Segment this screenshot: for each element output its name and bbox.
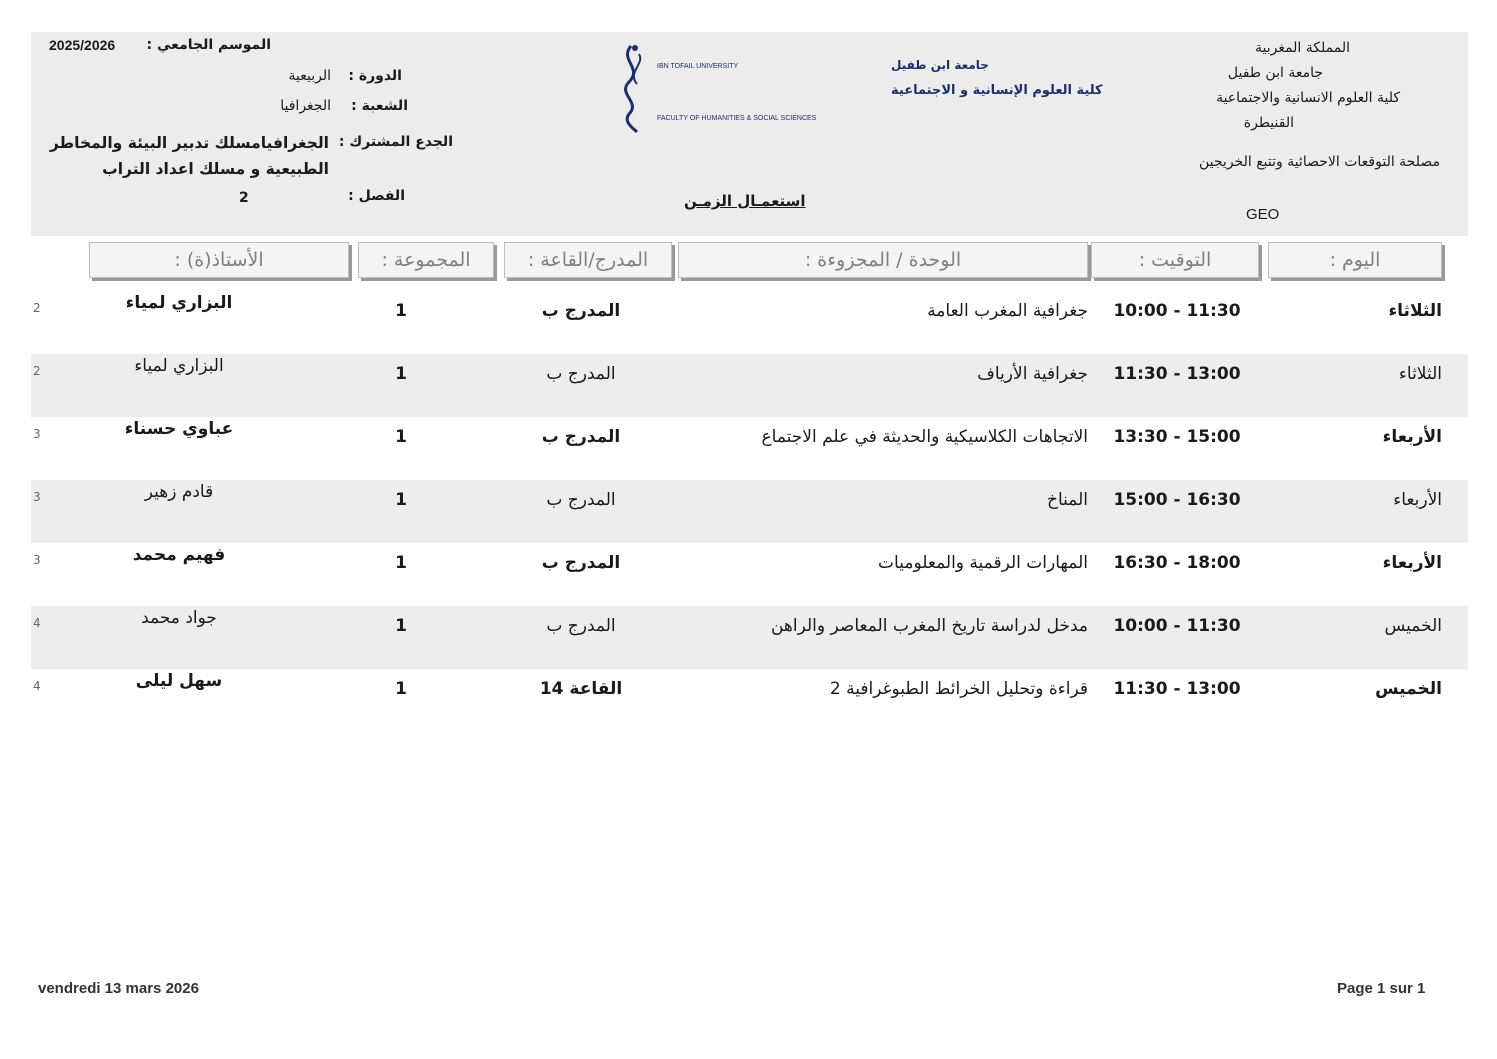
row-professor: البزاري لمياء xyxy=(134,356,224,376)
university-line: جامعة ابن طفيل xyxy=(1227,65,1323,81)
row-edge-text: 4 xyxy=(33,616,41,630)
column-header-day: اليوم : xyxy=(1268,242,1442,278)
row-module: مدخل لدراسة تاريخ المغرب المعاصر والراهن xyxy=(770,616,1088,636)
core-value-line2: الطبيعية و مسلك اعداد التراب xyxy=(102,160,329,178)
logo-en-line2: FACULTY OF HUMANITIES & SOCIAL SCIENCES xyxy=(657,115,817,122)
row-edge-text: 3 xyxy=(33,427,41,441)
row-time: 15:00 - 16:30 xyxy=(1113,490,1241,510)
row-module: المناخ xyxy=(1046,490,1088,510)
semester-label: الفصل : xyxy=(348,188,405,204)
row-time: 13:30 - 15:00 xyxy=(1113,427,1241,447)
logo-ar-line1: جامعة ابن طفيل xyxy=(891,58,989,72)
table-row xyxy=(31,417,1468,480)
row-time: 11:30 - 13:00 xyxy=(1113,679,1241,699)
footer-page-number: Page 1 sur 1 xyxy=(1337,980,1426,997)
faculty-line: كلية العلوم الانسانية والاجتماعية xyxy=(1216,90,1400,106)
row-edge-text: 4 xyxy=(33,679,41,693)
university-logo xyxy=(613,40,1103,136)
row-module: المهارات الرقمية والمعلوميات xyxy=(878,553,1088,573)
row-module: جغرافية الأرياف xyxy=(977,364,1088,384)
row-edge-text: 3 xyxy=(33,490,41,504)
row-time: 16:30 - 18:00 xyxy=(1113,553,1241,573)
footer-date: vendredi 13 mars 2026 xyxy=(38,980,199,997)
season-label: الموسم الجامعي : xyxy=(146,37,271,53)
row-room: المدرج ب xyxy=(546,490,616,510)
row-day: الأربعاء xyxy=(1393,490,1442,510)
service-line: مصلحة التوقعات الاحصائية وتتبع الخريجين xyxy=(1199,154,1440,170)
row-room: المدرج ب xyxy=(546,616,616,636)
row-day: الثلاثاء xyxy=(1388,301,1442,321)
row-group: 1 xyxy=(395,679,407,699)
row-day: الخميس xyxy=(1384,616,1442,636)
row-edge-text: 2 xyxy=(33,364,41,378)
table-row xyxy=(31,480,1468,543)
row-day: الخميس xyxy=(1375,679,1442,699)
row-module: جغرافية المغرب العامة xyxy=(927,301,1088,321)
row-room: المدرج ب xyxy=(541,553,621,573)
table-row xyxy=(31,543,1468,606)
row-time: 10:00 - 11:30 xyxy=(1113,301,1241,321)
table-row xyxy=(31,291,1468,354)
row-room: المدرج ب xyxy=(541,301,621,321)
kingdom-line: المملكة المغربية xyxy=(1254,40,1350,56)
season-value: 2025/2026 xyxy=(49,37,116,53)
table-row xyxy=(31,669,1468,732)
row-professor: فهيم محمد xyxy=(132,545,226,565)
row-group: 1 xyxy=(395,553,407,573)
row-time: 10:00 - 11:30 xyxy=(1113,616,1241,636)
table-row xyxy=(31,606,1468,669)
row-group: 1 xyxy=(395,490,407,510)
row-day: الثلاثاء xyxy=(1398,364,1442,384)
row-group: 1 xyxy=(395,364,407,384)
row-group: 1 xyxy=(395,427,407,447)
row-professor: سهل ليلى xyxy=(135,671,223,691)
row-professor: قادم زهير xyxy=(144,482,214,502)
session-value: الربيعية xyxy=(288,68,331,84)
row-edge-text: 3 xyxy=(33,553,41,567)
row-time: 11:30 - 13:00 xyxy=(1113,364,1241,384)
column-header-time: التوقيت : xyxy=(1091,242,1259,278)
row-professor: البزاري لمياء xyxy=(125,293,233,313)
branch-label: الشعبة : xyxy=(351,98,408,114)
row-professor: جواد محمد xyxy=(141,608,217,628)
logo-ar-line2: كلية العلوم الإنسانية و الاجتماعية xyxy=(891,83,1103,98)
table-row xyxy=(31,354,1468,417)
row-edge-text: 2 xyxy=(33,301,41,315)
row-group: 1 xyxy=(395,616,407,636)
row-room: القاعة 14 xyxy=(539,679,623,699)
row-room: المدرج ب xyxy=(541,427,621,447)
row-group: 1 xyxy=(395,301,407,321)
branch-value: الجغرافيا xyxy=(280,98,331,114)
row-module: قراءة وتحليل الخرائط الطبوغرافية 2 xyxy=(829,679,1088,699)
column-header-module: الوحدة / المجزوءة : xyxy=(678,242,1088,278)
document-header xyxy=(31,32,1468,236)
column-header-prof: الأستاذ(ة) : xyxy=(89,242,349,278)
column-header-room: المدرج/القاعة : xyxy=(504,242,672,278)
core-value-line1: الجغرافيامسلك تدبير البيئة والمخاطر xyxy=(49,134,329,152)
core-label: الجدع المشترك : xyxy=(338,134,453,150)
semester-value: 2 xyxy=(239,190,249,206)
column-header-group: المجموعة : xyxy=(358,242,494,278)
session-label: الدورة : xyxy=(348,68,402,84)
row-module: الاتجاهات الكلاسيكية والحديثة في علم الاجتماع xyxy=(761,427,1088,447)
row-room: المدرج ب xyxy=(546,364,616,384)
row-day: الأربعاء xyxy=(1382,553,1442,573)
row-day: الأربعاء xyxy=(1382,427,1442,447)
program-code: GEO xyxy=(1246,206,1280,223)
page-title: استعمـال الزمـن xyxy=(684,192,806,210)
logo-en-line1: IBN TOFAIL UNIVERSITY xyxy=(657,63,739,70)
city-line: القنيطرة xyxy=(1243,115,1294,131)
row-professor: عباوي حسناء xyxy=(124,419,234,439)
